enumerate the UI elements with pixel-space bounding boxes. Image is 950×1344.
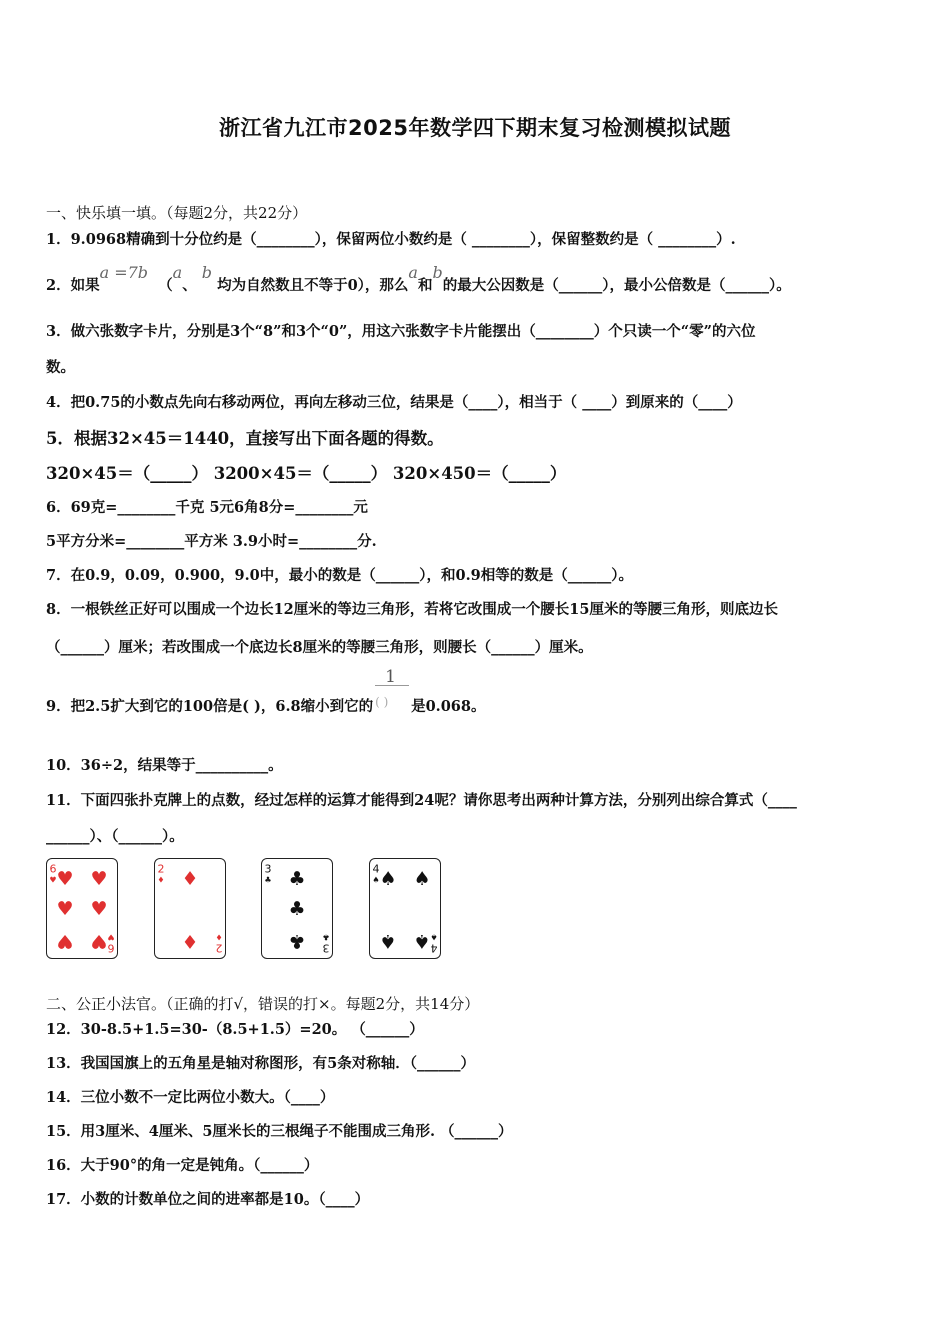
- q2-dun: 、: [182, 277, 197, 294]
- card-face-3: [262, 859, 332, 958]
- question-12: 12．30-8.5+1.5=30-（8.5+1.5）=20。 （______）: [46, 1021, 424, 1038]
- question-6-line-1: 6．69克=________千克 5元6角8分=________元: [46, 499, 368, 516]
- card-corner-suit-icon: ♣: [322, 932, 330, 942]
- heart-pip-icon: ♥: [90, 898, 108, 920]
- q9-fraction-denominator: ( ): [375, 695, 389, 709]
- q2-suffix: 的最大公因数是（______），最小公倍数是（______）。: [442, 277, 791, 294]
- question-2: [46, 263, 791, 295]
- question-8-line-1: 8．一根铁丝正好可以围成一个边长12厘米的等边三角形，若将它改围成一个腰长15厘米的等腰三角形，则底边长: [46, 601, 778, 618]
- question-13: 13．我国国旗上的五角星是轴对称图形，有5条对称轴．（______）: [46, 1055, 476, 1072]
- diamond-pip-icon: ♦: [181, 930, 199, 952]
- card-corner-suit-icon: ♠: [430, 932, 438, 942]
- card-rank-label: 3: [264, 862, 272, 876]
- spade-pip-icon: ♠: [379, 930, 397, 952]
- q2-var-a2: a: [408, 263, 418, 282]
- page-title: 浙江省九江市2025年数学四下期末复习检测模拟试题: [219, 116, 731, 140]
- q9-prefix: 9．把2.5扩大到它的100倍是( )，6.8缩小到它的: [46, 698, 374, 715]
- card-corner-suit-icon: ♦: [157, 875, 165, 885]
- question-9: [46, 667, 486, 716]
- question-3-line-2: 数。: [46, 359, 75, 376]
- question-16: 16．大于90°的角一定是钝角。（______）: [46, 1157, 319, 1174]
- q2-paren: （: [158, 277, 173, 294]
- card-corner-suit-icon: ♥: [107, 932, 115, 942]
- question-4: 4．把0.75的小数点先向右移动两位，再向左移动三位，结果是（____），相当于（ ____）到原来的（____）: [46, 394, 742, 411]
- card-rank-label: 6: [107, 941, 115, 955]
- q2-var-b: b: [201, 263, 213, 282]
- card-corner-suit-icon: ♣: [264, 875, 272, 885]
- q2-middle: 均为自然数且不等于0），那么: [217, 277, 409, 294]
- card-corner-suit-icon: ♠: [372, 875, 380, 885]
- spade-pip-icon: ♠: [413, 930, 431, 952]
- heart-pip-icon: ♥: [56, 868, 74, 890]
- heart-pip-icon: ♥: [56, 898, 74, 920]
- playing-cards: [46, 858, 466, 960]
- card-corner-suit-icon: ♦: [215, 932, 223, 942]
- question-15: 15．用3厘米、4厘米、5厘米长的三根绳子不能围成三角形. （______）: [46, 1123, 513, 1140]
- card-rank-label: 2: [157, 862, 165, 876]
- diamond-pip-icon: ♦: [181, 868, 199, 890]
- question-8-line-2: （______）厘米；若改围成一个底边长8厘米的等腰三角形，则腰长（______）厘米。: [46, 639, 593, 656]
- q9-fraction-bar: [375, 685, 409, 686]
- club-pip-icon: ♣: [288, 930, 306, 952]
- q9-fraction: [373, 667, 411, 711]
- section-2-heading: 二、公正小法官。（正确的打√，错误的打×。每题2分，共14分）: [46, 995, 480, 1013]
- heart-pip-icon: ♥: [90, 930, 108, 952]
- card-rank-label: 2: [215, 941, 223, 955]
- card-corner-suit-icon: ♥: [49, 875, 57, 885]
- q2-equation: a =7b: [99, 263, 149, 282]
- heart-pip-icon: ♥: [56, 930, 74, 952]
- card-face-4: [370, 859, 440, 958]
- question-11-line-2: ______）、（______）。: [46, 828, 184, 845]
- playing-card-3-clubs: [261, 858, 333, 959]
- question-3-line-1: 3．做六张数字卡片，分别是3个“8”和3个“0”，用这六张数字卡片能摆出（________）个只读一个“零”的六位: [46, 323, 756, 340]
- section-1-heading: 一、快乐填一填。（每题2分，共22分）: [46, 204, 308, 222]
- question-11-line-1: 11．下面四张扑克牌上的点数，经过怎样的运算才能得到24呢？请你思考出两种计算方法，分别列出综合算式（____: [46, 792, 797, 809]
- club-pip-icon: ♣: [288, 898, 306, 920]
- q9-fraction-numerator: 1: [385, 667, 396, 687]
- question-5-line-1: 5．根据32×45＝1440，直接写出下面各题的得数。: [46, 429, 444, 448]
- spade-pip-icon: ♠: [413, 868, 431, 890]
- q2-prefix: 2．如果: [46, 277, 100, 294]
- q2-var-a: a: [172, 263, 183, 282]
- card-rank-label: 6: [49, 862, 57, 876]
- question-6-line-2: 5平方分米=________平方米 3.9小时=________分.: [46, 533, 377, 550]
- question-14: 14．三位小数不一定比两位小数大。（____）: [46, 1089, 335, 1106]
- question-5-line-2: 320×45＝（_____） 3200×45＝（_____） 320×450＝（_____）: [46, 464, 567, 483]
- question-7: 7．在0.9，0.09，0.900，9.0中，最小的数是（______），和0.9相等的数是（______）。: [46, 567, 633, 584]
- q2-var-b2: b: [432, 263, 443, 282]
- question-10: 10．36÷2，结果等于__________。: [46, 757, 283, 774]
- question-1: 1．9.0968精确到十分位约是（________），保留两位小数约是（ ________），保留整数约是（ ________）.: [46, 231, 736, 248]
- playing-card-6-hearts: [46, 858, 118, 959]
- card-rank-label: 4: [430, 941, 438, 955]
- playing-card-4-spades: [369, 858, 441, 959]
- question-17: 17．小数的计数单位之间的进率都是10。（____）: [46, 1191, 370, 1208]
- club-pip-icon: ♣: [288, 868, 306, 890]
- card-rank-label: 4: [372, 862, 380, 876]
- spade-pip-icon: ♠: [379, 868, 397, 890]
- q9-suffix: 是0.068。: [411, 698, 486, 715]
- card-face-2: [155, 859, 225, 958]
- card-face-1: [47, 859, 117, 958]
- card-rank-label: 3: [322, 941, 330, 955]
- heart-pip-icon: ♥: [90, 868, 108, 890]
- playing-card-2-diamonds: [154, 858, 226, 959]
- q2-he: 和: [417, 277, 433, 294]
